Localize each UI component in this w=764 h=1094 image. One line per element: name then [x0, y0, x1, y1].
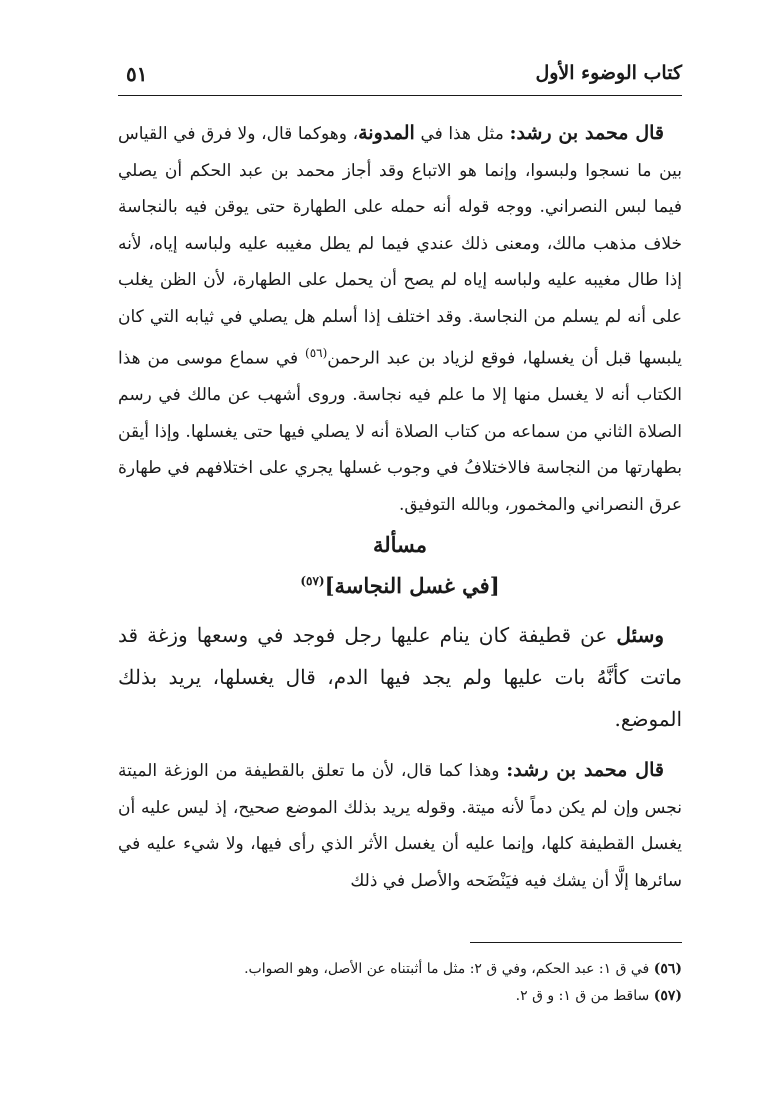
page-number: ٥١: [126, 62, 148, 86]
source-name: المدونة: [358, 122, 415, 144]
footnote: [118, 983, 682, 1010]
footnote-number: (٥٧): [653, 988, 682, 1004]
footnote-ref: (٥٦): [305, 346, 328, 360]
paragraph-text: ، وهوكما قال، ولا فرق في القياس بين ما نسجوا ولبسوا، وإنما هو الاتباع وقد أجاز محمد بن عبد الحكم أن يصلي فيما لبس النصراني. ووجه قوله أنه حمله على الطهارة حتى يوقن فيه بالنجاسة خلاف مذهب مالك، ومعنى ذلك عندي فيما لم يطل مغيبه عليه ولباسه إياه، لأنه إذا طال مغيبه عليه ولباسه إياه لم يصح أن يحمل على الطهارة، لأن الظن يغلب على أنه لم يسلم من النجاسة. وقد اختلف إذا أسلم هل يصلي في ثيابه التي كان يلبسها قبل أن يغسلها، فوقع لزياد بن عبد الرحمن: [118, 124, 682, 369]
footnotes: [118, 956, 682, 1010]
footnote-number: (٥٦): [653, 961, 682, 977]
footnote: [118, 956, 682, 983]
commentary-paragraph-1: [118, 115, 682, 523]
running-header: [118, 62, 682, 94]
paragraph-text: مثل هذا في: [414, 124, 510, 144]
subheading-text: [في غسل النجاسة]: [324, 573, 500, 599]
speaker-label: قال محمد بن رشد:: [509, 122, 664, 144]
paragraph-text: في سماع موسى من هذا الكتاب أنه لا يغسل منها إلا ما علم فيه نجاسة. وروى أشهب عن مالك في رسم الصلاة الثاني من سماعه من كتاب الصلاة أنه لا يصلي فيها حتى يغسلها. وإذا أيقن بطهارتها من النجاسة فالاختلافُ في وجوب غسلها يجري على اختلافهم في طهارة عرق النصراني والمخمور، وبالله التوفيق.: [118, 348, 682, 515]
main-text: [118, 115, 682, 899]
section-subheading: [118, 563, 682, 604]
section-heading: مسألة: [372, 532, 428, 558]
question-lead: وسئل: [616, 623, 664, 648]
commentary-paragraph-2: [118, 752, 682, 899]
question-text: عن قطيفة كان ينام عليها رجل فوجد في وسعها وزغة قد ماتت كأنَّهُ بات عليها ولم يجد فيها الدم، قال يغسلها، يريد بذلك الموضع.: [118, 623, 682, 732]
question-paragraph: [118, 614, 682, 740]
speaker-label: قال محمد بن رشد:: [506, 759, 664, 782]
footnote-text: ساقط من ق ١: و ق ٢.: [515, 988, 650, 1004]
footnote-ref: (٥٧): [300, 574, 325, 589]
paragraph-text: وهذا كما قال، لأن ما تعلق بالقطيفة من الوزغة الميتة نجس وإن لم يكن دماً لأنه ميتة. وقوله يريد بذلك الموضع صحيح، إذ ليس عليه أن يغسل القطيفة كلها، وإنما عليه أن يغسل الأثر الذي رأى فيها، ولا شيء عليه في سائرها إلَّا أن يشك فيه فيَنْضَحه والأصل في ذلك: [118, 761, 682, 891]
chapter-title: كتاب الوضوء الأول: [535, 62, 682, 84]
footnote-divider: [470, 942, 682, 943]
header-divider: [118, 95, 682, 96]
spacer: [118, 740, 682, 752]
footnote-text: في ق ١: عبد الحكم، وفي ق ٢: مثل ما أثبتناه عن الأصل، وهو الصواب.: [244, 961, 650, 977]
